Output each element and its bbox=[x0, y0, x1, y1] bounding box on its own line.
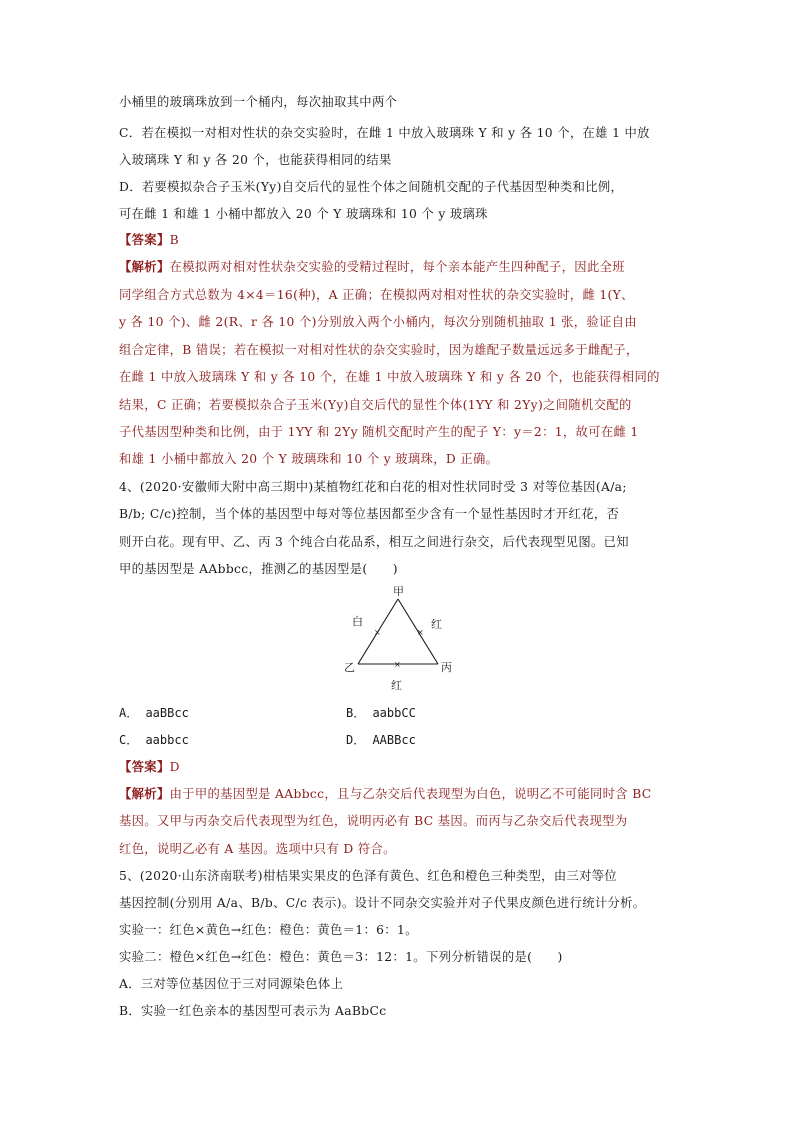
q5-experiment-1: 实验一：红色×黄色→红色：橙色：黄色＝1：6：1。 bbox=[119, 923, 418, 937]
answer-value: D bbox=[169, 760, 180, 774]
analysis-label: 【解析】 bbox=[119, 259, 170, 274]
q3-analysis-line-7: 子代基因型种类和比例，由于 1YY 和 2Yy 随机交配时产生的配子 Y：y＝2：1，故可在雌 1 bbox=[119, 425, 639, 439]
edge-left-label: 白 bbox=[352, 615, 363, 628]
cross-mark-left: × bbox=[374, 628, 381, 637]
q4-option-c: C． aabbcc bbox=[119, 733, 189, 747]
analysis-label: 【解析】 bbox=[119, 786, 170, 801]
q4-option-b: B． aabbCC bbox=[346, 706, 416, 720]
cross-mark-bottom: × bbox=[394, 660, 401, 669]
q3-analysis-line-2: 同学组合方式总数为 4×4＝16(种)，A 正确；在模拟两对相对性状的杂交实验时，雌 1(Y、 bbox=[119, 288, 634, 302]
q5-stem-line-1: 5、(2020·山东济南联考)柑桔果实果皮的色泽有黄色、红色和橙色三种类型，由三对等位 bbox=[119, 869, 618, 883]
q3-option-d-line-2: 可在雌 1 和雄 1 小桶中都放入 20 个 Y 玻璃珠和 10 个 y 玻璃珠 bbox=[119, 207, 488, 221]
q5-stem-line-2: 基因控制(分别用 A/a、B/b、C/c 表示)。设计不同杂交实验并对子代果皮颜色进行统计分析。 bbox=[119, 896, 646, 910]
q3-analysis-line-1: 【解析】在模拟两对相对性状杂交实验的受精过程时，每个亲本能产生四种配子，因此全班 bbox=[119, 259, 625, 274]
answer-value: B bbox=[169, 233, 179, 247]
q4-analysis-line-3: 红色，说明乙必有 A 基因。选项中只有 D 符合。 bbox=[119, 842, 396, 856]
q4-stem-line-1: 4、(2020·安徽师大附中高三期中)某植物红花和白花的相对性状同时受 3 对等位基因(A/a; bbox=[119, 480, 627, 494]
cross-diagram bbox=[330, 585, 470, 693]
vertex-yi: 乙 bbox=[344, 661, 355, 674]
q4-analysis-line-2: 基因。又甲与丙杂交后代表现型为红色，说明丙必有 BC 基因。而丙与乙杂交后代表现型为 bbox=[119, 814, 628, 828]
q4-option-d: D． AABBcc bbox=[346, 733, 416, 747]
q3-option-c-line-1: C．若在模拟一对相对性状的杂交实验时，在雌 1 中放入玻璃珠 Y 和 y 各 10 个，在雄 1 中放 bbox=[119, 126, 650, 140]
q3-answer bbox=[119, 232, 679, 248]
q4-option-a: A． aaBBcc bbox=[119, 706, 189, 720]
vertex-bing: 丙 bbox=[441, 661, 452, 674]
edge-right-label: 红 bbox=[431, 618, 442, 631]
edge-bottom-label: 红 bbox=[391, 679, 402, 692]
q3-analysis-line-8: 和雄 1 小桶中都放入 20 个 Y 玻璃珠和 10 个 y 玻璃珠，D 正确。 bbox=[119, 452, 499, 466]
answer-label: 【答案】 bbox=[119, 232, 170, 247]
q5-option-a: A．三对等位基因位于三对同源染色体上 bbox=[119, 977, 344, 991]
answer-label: 【答案】 bbox=[119, 759, 170, 774]
q3-option-c-line-2: 入玻璃珠 Y 和 y 各 20 个，也能获得相同的结果 bbox=[119, 153, 392, 167]
q4-stem-line-3: 则开白花。现有甲、乙、丙 3 个纯合白花品系，相互之间进行杂交，后代表现型见图。已知 bbox=[119, 535, 629, 549]
q3-analysis-line-4: 组合定律，B 错误；若在模拟一对相对性状的杂交实验时，因为雄配子数量远远多于雌配子， bbox=[119, 343, 639, 357]
q4-stem-line-4: 甲的基因型是 AAbbcc，推测乙的基因型是( ) bbox=[119, 562, 398, 576]
q3-analysis-line-6: 结果，C 正确；若要模拟杂合子玉米(Yy)自交后代的显性个体(1YY 和 2Yy)之间随机交配的 bbox=[119, 398, 632, 412]
q3-option-d-line-1: D．若要模拟杂合子玉米(Yy)自交后代的显性个体之间随机交配的子代基因型种类和比例， bbox=[119, 180, 624, 194]
q3-analysis-line-3: y 各 10 个)、雌 2(R、r 各 10 个)分别放入两个小桶内，每次分别随机抽取 1 张，验证自由 bbox=[119, 315, 638, 329]
intro-continuation: 小桶里的玻璃珠放到一个桶内，每次抽取其中两个 bbox=[119, 95, 398, 109]
q4-stem-line-2: B/b; C/c)控制，当个体的基因型中每对等位基因都至少含有一个显性基因时才开红花，否 bbox=[119, 507, 620, 521]
vertex-jia: 甲 bbox=[393, 585, 404, 598]
q4-answer bbox=[119, 759, 679, 775]
q3-analysis-line-5: 在雌 1 中放入玻璃珠 Y 和 y 各 10 个，在雄 1 中放入玻璃珠 Y 和 y 各 20 个，也能获得相同的 bbox=[119, 370, 660, 384]
cross-mark-right: × bbox=[417, 628, 424, 637]
q5-option-b: B．实验一红色亲本的基因型可表示为 AaBbCc bbox=[119, 1004, 387, 1018]
q4-analysis-line-1: 【解析】由于甲的基因型是 AAbbcc，且与乙杂交后代表现型为白色，说明乙不可能同时含 BC bbox=[119, 786, 652, 801]
q5-experiment-2: 实验二：橙色×红色→红色：橙色：黄色＝3：12：1。下列分析错误的是( ) bbox=[119, 950, 563, 964]
